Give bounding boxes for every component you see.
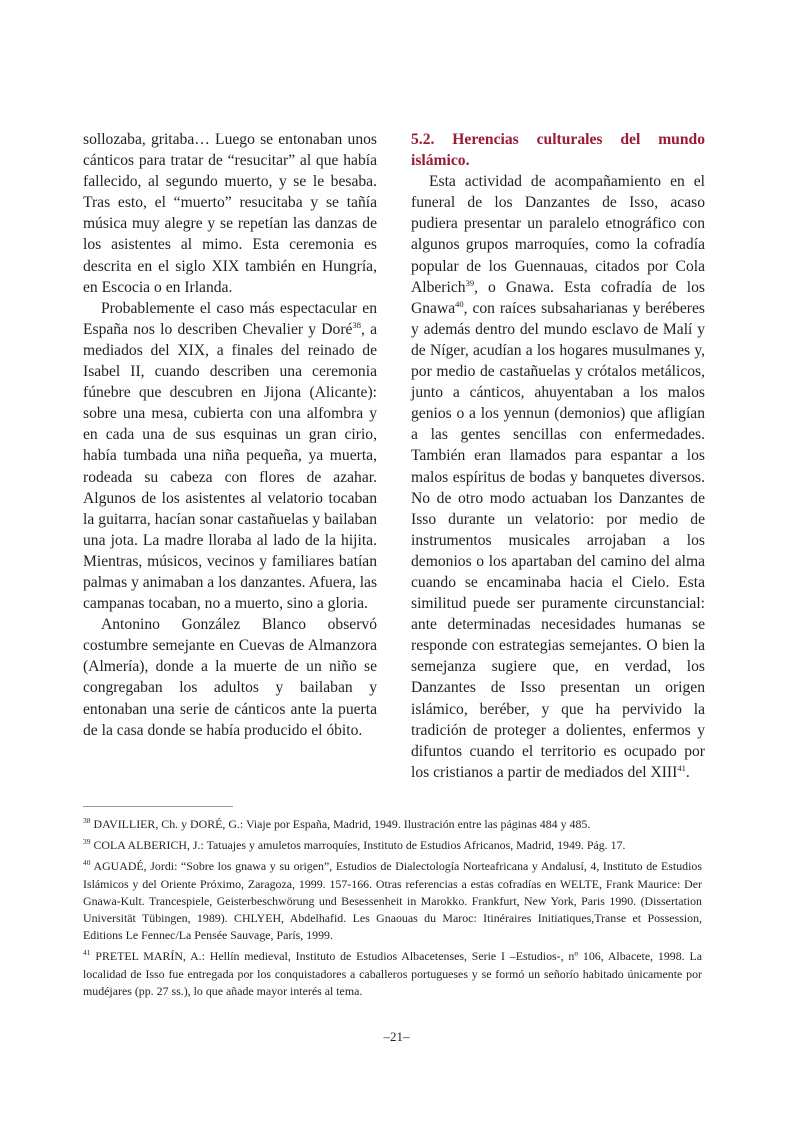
footnote-ref[interactable]: 41 [677, 762, 686, 773]
right-column [411, 129, 705, 783]
footnote-number: 39 [83, 837, 91, 847]
left-column [83, 129, 377, 741]
paragraph: sollozaba, gritaba… Luego se entonaban unos cánticos para tratar de “resucitar” al que había fallecido, al segundo muerto, y se le besaba. Tras esto, el “muerto” resucitaba y se tañía música muy alegre y se repetían las danzas de los asistentes al mimo. Esta ceremonia es descrita en el siglo XIX también en Hungría, en Escocia o en Irlanda. [83, 131, 377, 296]
footnote-ref[interactable]: 40 [455, 298, 464, 309]
footnote-text: COLA ALBERICH, J.: Tatuajes y amuletos marroquíes, Instituto de Estudios Africanos, Madrid, 1949. Pág. 17. [93, 838, 626, 853]
footnote-number: 38 [83, 816, 91, 825]
paragraph-text: Probablemente el caso más espectacular en España nos lo describen Chevalier y Doré [83, 299, 377, 338]
footnote-text: AGUADÉ, Jordi: “Sobre los gnawa y su origen”, Estudios de Dialectología Norteafricana y Andalusí, 4, Instituto de Estudios Islámicos y del Oriente Próximo, Zaragoza, 1999. 157-166. Otras referencias a estas cofradías en WELTE, Frank Maurice: Der Gnawa-Kult. Trancespiele, Geisterbeschwörung und Besessenheit in Marokko. Frankfurt, New York, Paris 1990. (Dissertation Universität Tübingen, 1989). CHLYEH, Abdelhafid. Les Gnaouas du Maroc: Itinéraires Initiatiques,Transe et Possession, Editions Le Fennec/La Pensée Sauvage, París, 1999. [83, 859, 702, 943]
page-number: –21– [383, 1029, 410, 1044]
paragraph-text: Esta actividad de acompañamiento en el funeral de los Danzantes de Isso, acaso pudiera presentar un paralelo etnográfico con algunos grupos marroquíes, como la cofradía popular de los Guennauas, citados por Cola Alberich [411, 173, 705, 296]
footnote [83, 858, 702, 944]
footnote-ref[interactable]: 39 [465, 277, 475, 288]
footnote-number: 40 [83, 858, 91, 868]
paragraph: Antonino González Blanco observó costumbre semejante en Cuevas de Almanzora (Almería), donde a la muerte de un niño se congregaban los adultos y bailaban y entonaban una serie de cánticos ante la puerta de la casa donde se había producido el óbito. [83, 616, 377, 739]
footnote-separator [83, 806, 233, 807]
paragraph-text: , con raíces subsaharianas y beréberes y además dentro del mundo esclavo de Malí y de Níger, acudían a los hogares musulmanes y, por medio de castañuelas y crótalos metálicos, junto a cánticos, ahuyentaban a los malos genios o a los yennun (demonios) que afligían a las gentes sencillas con enfermedades. También eran llamados para espantar a los malos espíritus de bodas y banquetes diversos. No de otro modo actuaban los Danzantes de Isso durante un velatorio: por medio de instrumentos musicales arrojaban a los demonios o los apartaban del camino del alma cuando se encaminaba hacia el Cielo. Esta similitud puede ser puramente circunstancial: ante determinadas necesidades humanas se responde con estrategias semejantes. O bien la semejanza sugiere que, en verdad, los Danzantes de Isso presentan un origen islámico, beréber, y que ha pervivido la tradición de proteger a dolientes, enfermos y difuntos cuando el territorio es ocupado por los cristianos a partir de mediados del XIII [411, 299, 705, 781]
footnote-text: DAVILLIER, Ch. y DORÉ, G.: Viaje por España, Madrid, 1949. Ilustración entre las páginas 484 y 485. [93, 817, 591, 831]
footnote [83, 837, 702, 854]
footnote [83, 948, 702, 1000]
paragraph-text: , a mediados del XIX, a finales del reinado de Isabel II, cuando describen una ceremonia fúnebre que descubren en Jijona (Alicante): sobre una mesa, cubierta con una alfombra y en cada una de sus esquinas un gran cirio, había tumbada una niña pequeña, ya muerta, rodeada su cabeza con flores de azahar. Algunos de los asistentes al velatorio tocaban la guitarra, hacían sonar castañuelas y bailaban una jota. La madre lloraba al lado de la hijita. Mientras, músicos, vecinos y familiares batían palmas y animaban a los danzantes. Afuera, las campanas tocaban, no a muerto, sino a gloria. [83, 320, 378, 613]
footnote-ref[interactable]: 38 [352, 319, 361, 330]
footnote [83, 816, 702, 833]
footnote-text: PRETEL MARÍN, A.: Hellín medieval, Instituto de Estudios Albacetenses, Serie I –Estudios-, nº 106, Albacete, 1998. La localidad de Isso fue entregada por los conquistadores a caballeros portugueses y se formó un señorío habitado únicamente por mudéjares (pp. 27 ss.), lo que añade mayor interés al tema. [83, 949, 702, 998]
paragraph-text: . [685, 763, 690, 781]
paragraph-text: , o Gnawa. Esta cofradía de los Gnawa [411, 278, 705, 317]
section-heading: 5.2. Herencias culturales del mundo islámico. [411, 131, 705, 170]
paragraph [83, 298, 377, 614]
footnotes [83, 816, 702, 1004]
footnote-number: 41 [83, 948, 91, 958]
paragraph [411, 171, 705, 783]
